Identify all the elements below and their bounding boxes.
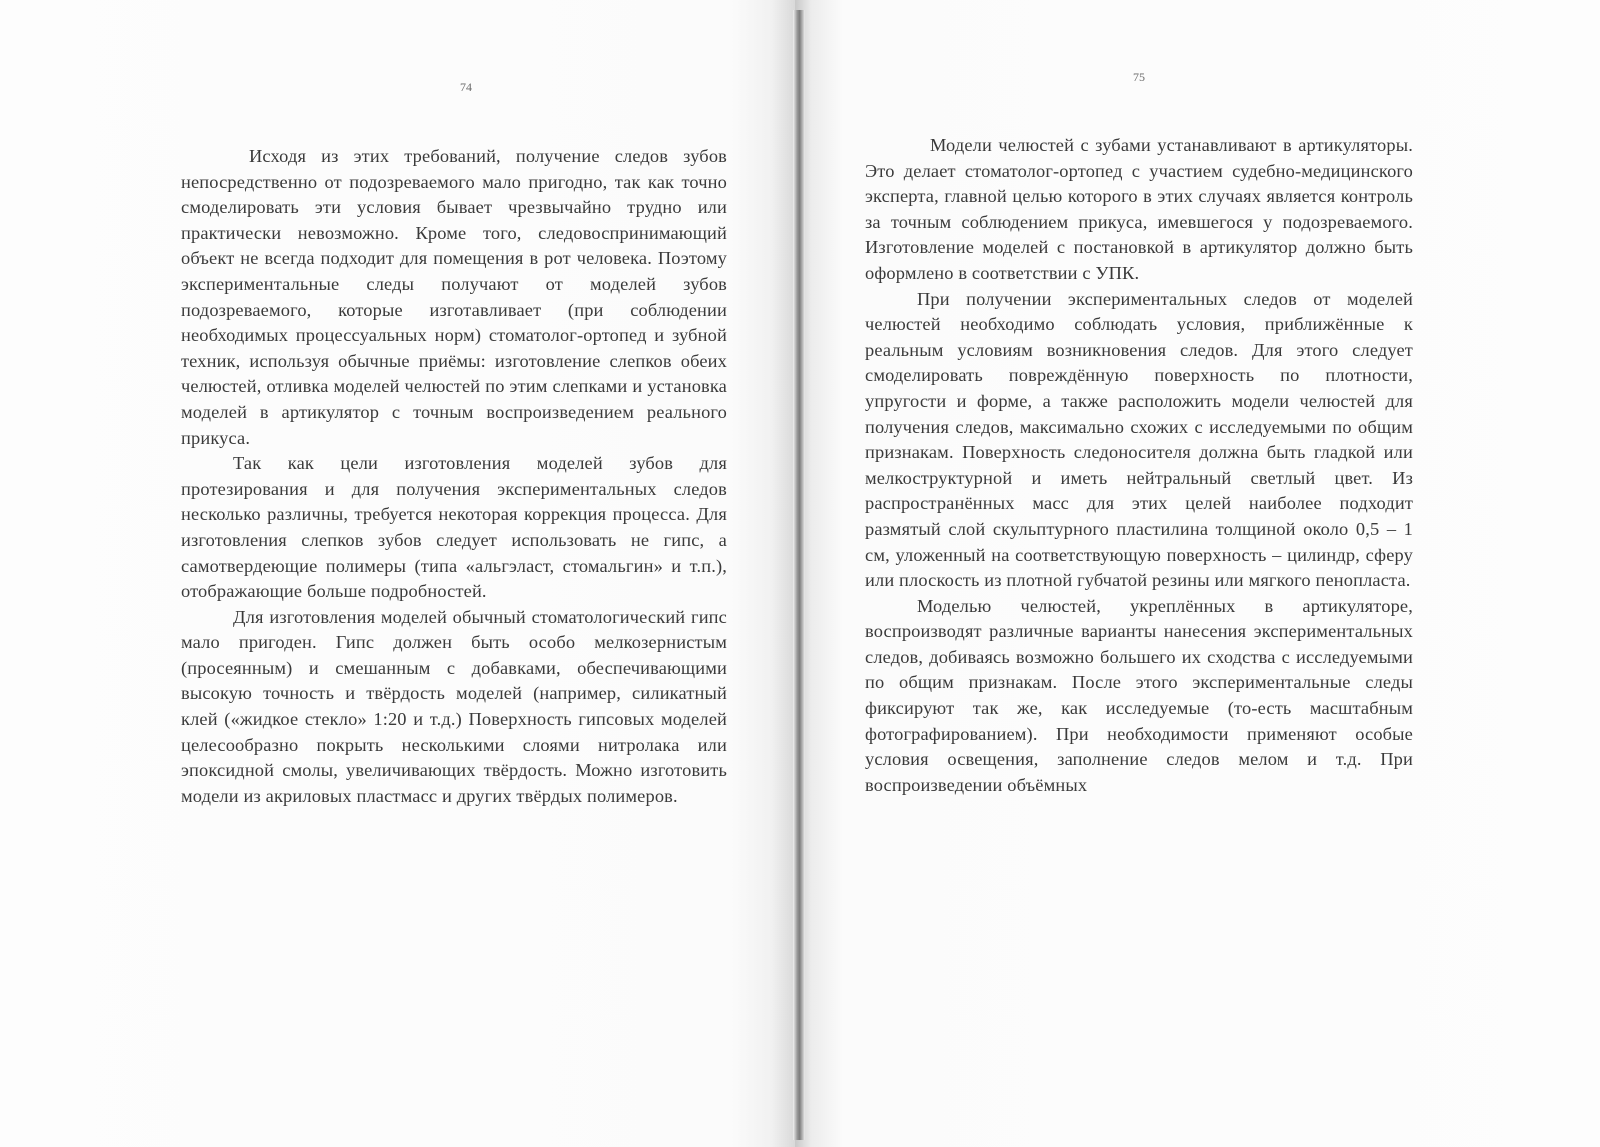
paragraph: Так как цели изготовления моделей зубов для протезирования и для получения экспериментальных следов несколько различны, требуется некоторая коррекция процесса. Для изготовления слепков зубов следует использовать не гипс, а самотвердеющие полимеры (типа «альгэласт, стомальгин» и т.п.), отображающие больше подробностей. [181, 453, 727, 602]
paragraph: Для изготовления моделей обычный стоматологический гипс мало пригоден. Гипс должен быть особо мелкозернистым (просеянным) и смешанным с добавками, обеспечивающими высокую точность и твёрдость моделей (например, силикатный клей («жидкое стекло» 1:20 и т.д.) Поверхность гипсовых моделей целесообразно покрыть несколькими слоями нитролака или эпоксидной смолы, увеличивающих твёрдость. Можно изготовить модели из акриловых пластмасс и других твёрдых полимеров. [181, 606, 727, 806]
right-page [795, 0, 1600, 1147]
paragraph: Моделью челюстей, укреплённых в артикуляторе, воспроизводят различные варианты нанесения экспериментальных следов, добиваясь возможно большего их сходства с исследуемыми по общим признакам. После этого экспериментальные следы фиксируют так же, как исследуемые (то-есть масштабным фотографированием). При необходимости применяют особые условия освещения, заполнение следов мелом и т.д. При воспроизведении объёмных [865, 595, 1413, 795]
book-gutter [793, 10, 805, 1140]
page-text [865, 133, 1413, 798]
paragraph: Исходя из этих требований, получение следов зубов непосредственно от подозреваемого мало пригодно, так как точно смоделировать эти условия бывает чрезвычайно трудно или практически невозможно. Кроме того, следовоспринимающий объект не всегда подходит для помещения в рот человека. Поэтому экспериментальные следы получают от моделей зубов подозреваемого, которые изготавливает (при соблюдении необходимых процессуальных норм) стоматолог-ортопед и зубной техник, используя обычные приёмы: изготовление слепков обеих челюстей, отливка моделей челюстей по этим слепками и установка моделей в артикулятор с точным воспроизведением реального прикуса. [181, 146, 727, 448]
page-text [181, 144, 727, 809]
page-number: 75 [1133, 70, 1145, 84]
page-number: 74 [460, 80, 472, 94]
paragraph: Модели челюстей с зубами устанавливают в артикуляторы. Это делает стоматолог-ортопед с участием судебно-медицинского эксперта, главной целью которого в этих случаях является контроль за точным соблюдением прикуса, имевшегося у подозреваемого. Изготовление моделей с постановкой в артикулятор должно быть оформлено в соответствии с УПК. [865, 135, 1413, 283]
left-page [0, 0, 795, 1147]
paragraph: При получении экспериментальных следов от моделей челюстей необходимо соблюдать условия, приближённые к реальным условиям возникновения следов. Для этого следует смоделировать повреждённую поверхность по плотности, упругости и форме, а также расположить модели челюстей для получения следов, максимально схожих с исследуемыми по общим признакам. Поверхность следоносителя должна быть гладкой или мелкоструктурной и иметь нейтральный светлый цвет. Из распространённых масс для этих целей наиболее подходит размятый слой скульптурного пластилина толщиной около 0,5 – 1 см, уложенный на соответствующую поверхность – цилиндр, сферу или плоскость из плотной губчатой резины или мягкого пенопласта. [865, 288, 1413, 591]
